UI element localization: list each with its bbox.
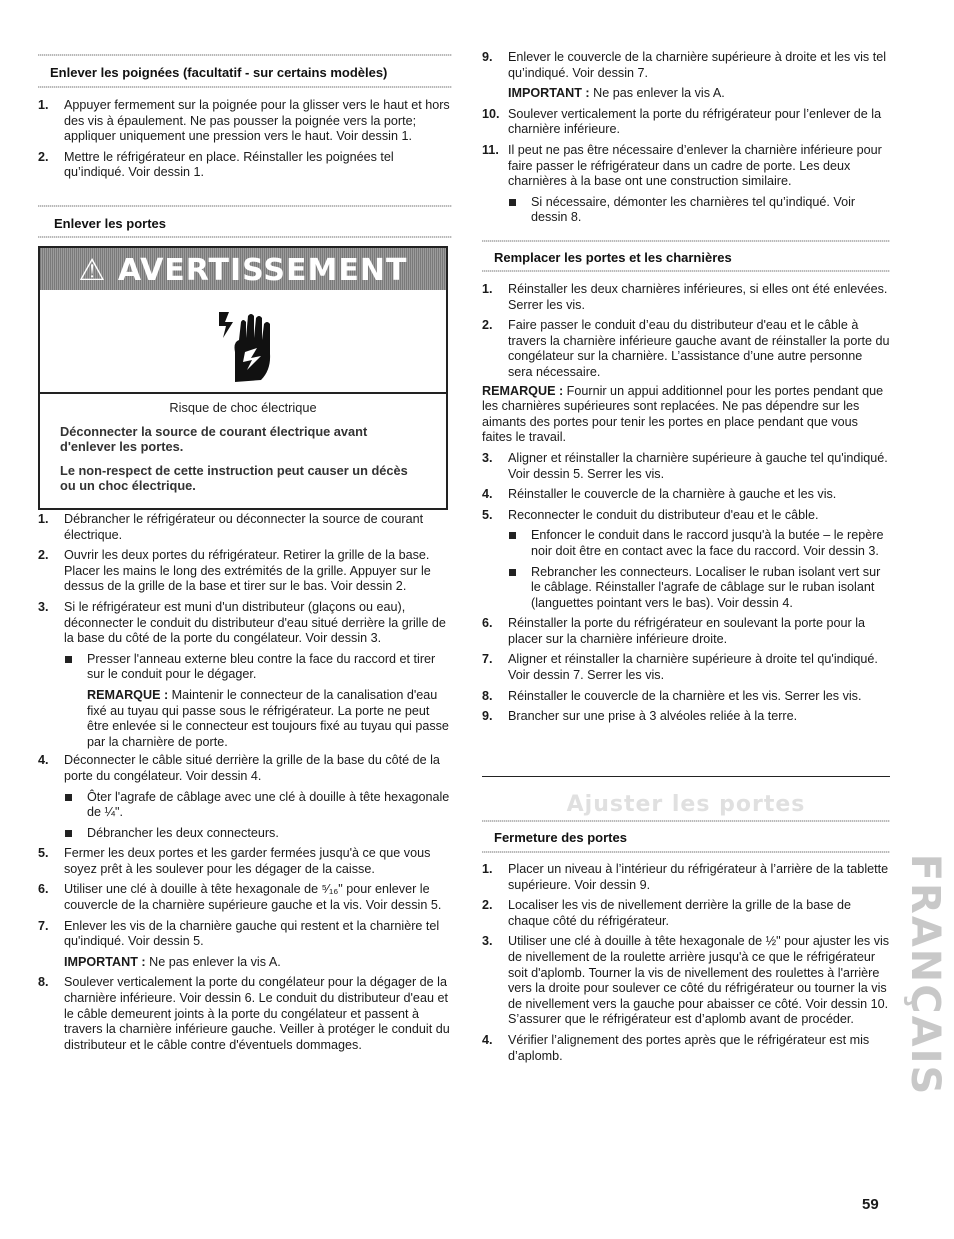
warning-banner <box>40 248 446 290</box>
list-item: 4. Vérifier l’alignement des portes après que le réfrigérateur est mis d’aplomb. <box>482 1032 870 1063</box>
warning-title: ⚠ AVERTISSEMENT <box>78 253 408 288</box>
list-item: 7. Enlever les vis de la charnière gauche qui restent et la charnière tel qu'indiqué. Voir dessin 5. <box>38 918 440 949</box>
list-item: 6. Utiliser une clé à douille à tête hexagonale de ⁵⁄₁₆" pour enlever le couvercle de la charnière supérieure gauche et la vis. Voir dessin 5. <box>38 882 442 913</box>
warning-line-2: Le non-respect de cette instruction peut causer un décès ou un choc électrique. <box>60 462 408 494</box>
section-title-adjust: Ajuster les portes <box>566 792 806 817</box>
list-item: 10. Soulever verticalement la porte du réfrigérateur pour l’enlever de la charnière inférieure. <box>482 106 882 137</box>
list-item: 9. Enlever le couvercle de la charnière supérieure à droite et les vis tel qu’indiqué. Voir dessin 7. <box>482 50 887 80</box>
list-item: 5. Fermer les deux portes et les garder fermées jusqu'à ce que vous soyez prêt à les soulever pour les dégager de la caisse. <box>38 846 431 876</box>
bullet-item: Enfoncer le conduit dans le raccord jusqu'à la butée – le repère noir doit être en contact avec la face du raccord. Voir dessin 3. <box>482 528 890 559</box>
divider <box>482 820 890 822</box>
warning-triangle-icon: ⚠ <box>78 253 107 288</box>
warning-risk: Risque de choc électrique <box>169 400 317 415</box>
divider <box>38 236 452 238</box>
list-item: 3. Aligner et réinstaller la charnière supérieure à gauche tel qu'indiqué. Voir dessin 5. Serrer les vis. <box>482 450 888 481</box>
divider <box>38 54 452 56</box>
list-item: 2. Ouvrir les deux portes du réfrigérateur. Retirer la grille de la base. Placer les mains le long des extrémités de la grille. Appuyer sur le dessus de la grille de la base et tirer sur le bas. Voir dessin 2. <box>38 548 431 594</box>
bullet-item: Rebrancher les connecteurs. Localiser le ruban isolant vert sur le câblage. Réinstaller l'agrafe de câblage sur le ruban isolant (languettes pointant vers le bas). Voir dessin 4. <box>482 565 890 612</box>
list-item: 1. Appuyer fermement sur la poignée pour la glisser vers le haut et hors des vis à épaulement. Ne pas pousser la poignée vers la porte; appliquer uniquement une pression vers le haut. Voir dessin 1. <box>38 98 450 144</box>
note: REMARQUE : Fournir un appui additionnel pour les portes pendant que les charnières supérieures sont replacées. Ne pas dépendre sur les aimants des portes pour tenir les portes en place pendant que vous faites le travail. <box>482 383 884 445</box>
language-tab: FRANÇAIS <box>902 853 948 1097</box>
note: REMARQUE : Maintenir le connecteur de la canalisation d'eau fixé au tuyau qui passe sous le réfrigérateur. La porte ne peut être enlevée si le connecteur est toujours fixé au tuyau qui passe par la charnière de porte. <box>87 687 449 749</box>
list-item: 6. Réinstaller la porte du réfrigérateur en soulevant la porte pour la placer sur la charnière inférieure droite. <box>482 616 866 646</box>
list-item: 7. Aligner et réinstaller la charnière supérieure à droite tel qu'indiqué. Voir dessin 7. Serrer les vis. <box>482 652 878 683</box>
right-column-steps <box>482 282 890 725</box>
section-heading-doors: Enlever les portes <box>54 216 166 231</box>
list-item: 2. Mettre le réfrigérateur en place. Réinstaller les poignées tel qu’indiqué. Voir dessin 1. <box>38 149 394 180</box>
page-number: 59 <box>862 1196 879 1213</box>
electric-shock-hand-icon <box>215 308 285 384</box>
left-column-steps <box>38 512 452 1053</box>
divider <box>38 205 452 207</box>
bullet-item: Presser l'anneau externe bleu contre la face du raccord et tirer sur le conduit pour le dégager. <box>38 652 452 683</box>
right-column <box>482 50 890 226</box>
warning-text <box>40 400 446 494</box>
list-item: 9. Brancher sur une prise à 3 alvéoles reliée à la terre. <box>482 709 798 724</box>
list-item: 4. Déconnecter le câble situé derrière la grille de la base du côté de la porte du congélateur. Voir dessin 4. <box>38 753 440 783</box>
list-item: 8. Réinstaller le couvercle de la charnière et les vis. Serrer les vis. <box>482 688 862 703</box>
right-column-closing <box>482 862 890 1064</box>
divider <box>482 270 890 272</box>
list-item: 1. Réinstaller les deux charnières inférieures, si elles ont été enlevées. Serrer les vis. <box>482 282 888 312</box>
list-item: 11. Il peut ne pas être nécessaire d’enlever la charnière inférieure pour faire passer le réfrigérateur dans un cadre de porte. Les deux charnières à la base ont une construction similaire. <box>482 142 882 189</box>
list-item: 1. Débrancher le réfrigérateur ou déconnecter la source de courant électrique. <box>38 512 424 542</box>
section-heading-replace: Remplacer les portes et les charnières <box>494 250 732 265</box>
list-item: 8. Soulever verticalement la porte du congélateur pour la dégager de la charnière inférieure. Voir dessin 6. Le conduit du distributeur d'eau et le câble demeurent joints à la porte du congélateur et passent à travers la charnière inférieure gauche. Veiller à protéger le conduit du distributeur et le câble contre d'éventuels dommages. <box>38 975 450 1052</box>
bullet-item: Débrancher les deux connecteurs. <box>38 826 452 842</box>
divider <box>38 86 452 88</box>
list-item: 2. Localiser les vis de nivellement derrière la grille de la base de chaque côté du réfrigérateur. <box>482 898 852 928</box>
warning-box <box>38 246 448 510</box>
section-rule <box>482 776 890 777</box>
important-note: IMPORTANT : Ne pas enlever la vis A. <box>508 86 725 101</box>
list-item: 3. Si le réfrigérateur est muni d'un distributeur (glaçons ou eau), déconnecter le conduit du distributeur d'eau situé derrière la grille de la base du côté de la porte du congélateur. Voir dessin 3. <box>38 599 446 646</box>
bullet-item: Ôter l'agrafe de câblage avec une clé à douille à tête hexagonale de ¼". <box>38 790 452 821</box>
bullet-item: Si nécessaire, démonter les charnières tel qu’indiqué. Voir dessin 8. <box>482 195 890 226</box>
list-item: 1. Placer un niveau à l’intérieur du réfrigérateur à l’arrière de la tablette supérieure. Voir dessin 9. <box>482 862 889 892</box>
warning-line-1: Déconnecter la source de courant électrique avant d'enlever les portes. <box>60 423 368 455</box>
list-item: 3. Utiliser une clé à douille à tête hexagonale de ½" pour ajuster les vis de nivellement de la roulette arrière jusqu'à ce que le réfrigérateur soit d'aplomb. Tourner la vis de nivellement des roulettes à l'arrière vers la droite pour soulever ce côté du réfrigérateur ou tourner la vis de nivellement vers la gauche pour abaisser ce côté. Voir dessin 10. S’assurer que le réfrigérateur est d’aplomb avant de procéder. <box>482 934 890 1027</box>
list-item: 4. Réinstaller le couvercle de la charnière à gauche et les vis. <box>482 487 837 502</box>
list-item: 5. Reconnecter le conduit du distributeur d'eau et le câble. <box>482 507 819 522</box>
important-note: IMPORTANT : Ne pas enlever la vis A. <box>64 954 281 969</box>
list-item: 2. Faire passer le conduit d’eau du distributeur d'eau et le câble à travers la charnière inférieure gauche avant de réinstaller la porte du congélateur sur la charnière. L’assistance d’une autre personne sera nécessaire. <box>482 318 890 379</box>
divider <box>482 240 890 242</box>
section-heading-closing: Fermeture des portes <box>494 830 627 845</box>
divider <box>482 851 890 853</box>
section-heading-handles: Enlever les poignées (facultatif - sur certains modèles) <box>50 65 388 80</box>
warning-divider <box>40 392 446 394</box>
